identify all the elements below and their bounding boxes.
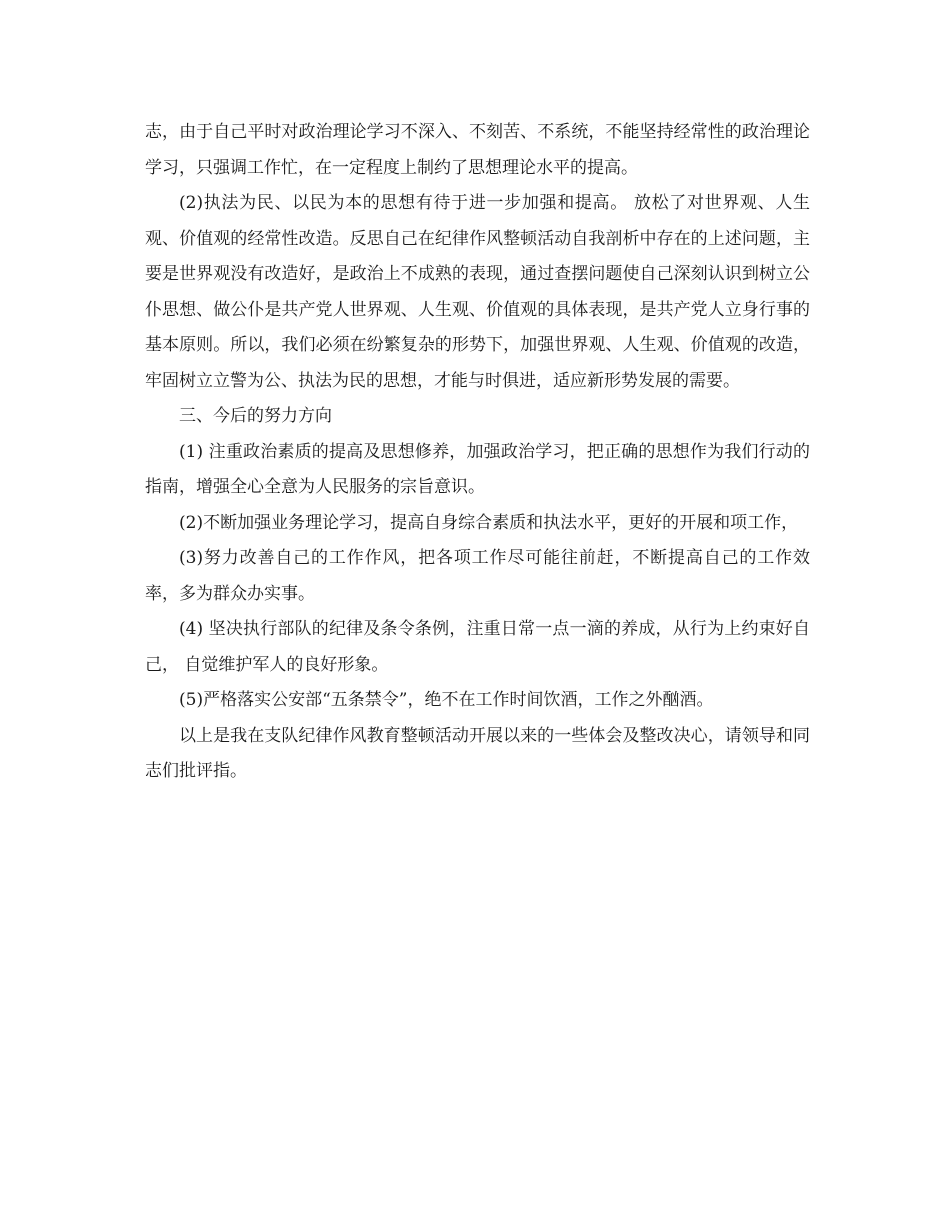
paragraph-direction-4: (4) 坚决执行部队的纪律及条令条例，注重日常一点一滴的养成，从行为上约束好自己， 自觉维护军人的良好形象。 — [145, 619, 810, 675]
paragraph-direction-5: (5)严格落实公安部“五条禁令”，绝不在工作时间饮酒，工作之外酗酒。 — [179, 690, 714, 710]
paragraph-item-2-reflection: (2)执法为民、以民为本的思想有待于进一步加强和提高。 放松了对世界观、人生观、价值观的经常性改造。反思自己在纪律作风整顿活动自我剖析中存在的上述问题，主要是世界观没有改造好，是政治上不成熟的表现，通过查摆问题使自己深刻认识到树立公仆思想、做公仆是共产党人世界观、人生观、价值观的具体表现，是共产党人立身行事的基本原则。所以，我们必须在纷繁复杂的形势下，加强世界观、人生观、价值观的改造，牢固树立立警为公、执法为民的思想，才能与时俱进，适应新形势发展的需要。 — [145, 193, 810, 391]
paragraph-closing: 以上是我在支队纪律作风教育整顿活动开展以来的一些体会及整改决心，请领导和同志们批评指。 — [145, 725, 810, 781]
paragraph-direction-3: (3)努力改善自己的工作作风，把各项工作尽可能往前赶，不断提高自己的工作效率，多为群众办实事。 — [145, 548, 810, 604]
section-heading-future-direction: 三、今后的努力方向 — [179, 406, 332, 426]
paragraph-direction-2: (2)不断加强业务理论学习，提高自身综合素质和执法水平，更好的开展和项工作， — [179, 512, 799, 533]
paragraph-direction-1: (1) 注重政治素质的提高及思想修养，加强政治学习，把正确的思想作为我们行动的指南，增强全心全意为人民服务的宗旨意识。 — [145, 441, 810, 497]
paragraph-continuation: 志，由于自己平时对政治理论学习不深入、不刻苦、不系统，不能坚持经常性的政治理论学习，只强调工作忙，在一定程度上制约了思想理论水平的提高。 — [145, 122, 810, 178]
document-body — [145, 115, 810, 790]
